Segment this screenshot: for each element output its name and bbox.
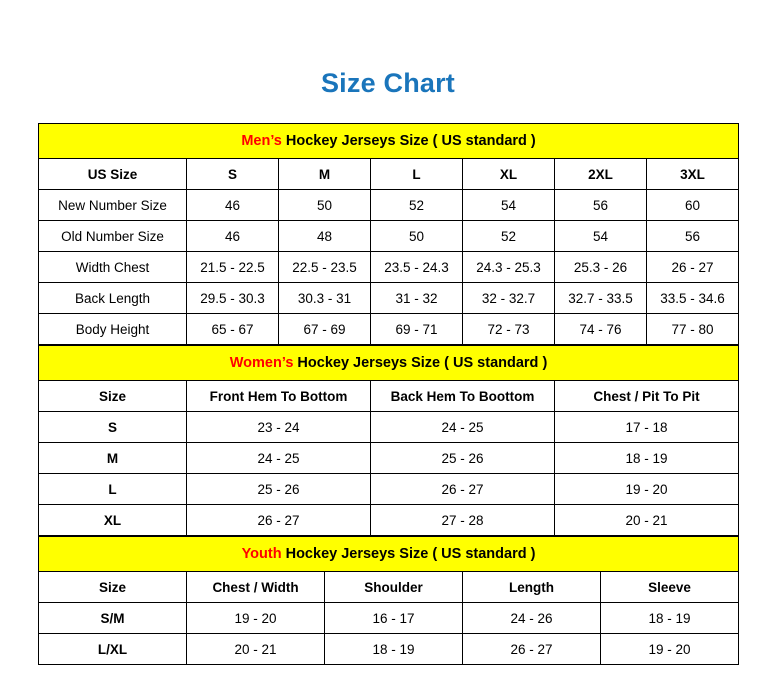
page-title: Size Chart xyxy=(320,68,456,98)
table-cell: 21.5 - 22.5 xyxy=(187,252,279,283)
table-row xyxy=(39,443,739,474)
table-cell: 18 - 19 xyxy=(325,634,463,665)
table-row xyxy=(39,221,739,252)
table-row xyxy=(39,634,739,665)
mens-header-cell: 3XL xyxy=(647,159,739,190)
youth-header-cell: Sleeve xyxy=(601,572,739,603)
row-label: M xyxy=(39,443,187,474)
table-cell: 19 - 20 xyxy=(187,603,325,634)
table-cell: 24 - 25 xyxy=(187,443,371,474)
table-cell: 52 xyxy=(463,221,555,252)
table-cell: 19 - 20 xyxy=(601,634,739,665)
table-cell: 26 - 27 xyxy=(371,474,555,505)
table-cell: 69 - 71 xyxy=(371,314,463,345)
table-cell: 27 - 28 xyxy=(371,505,555,536)
table-row xyxy=(39,283,739,314)
mens-header-cell: S xyxy=(187,159,279,190)
table-cell: 56 xyxy=(555,190,647,221)
mens-size-table xyxy=(38,123,739,345)
row-label: Width Chest xyxy=(39,252,187,283)
table-row xyxy=(39,412,739,443)
mens-header-cell: XL xyxy=(463,159,555,190)
row-label: Body Height xyxy=(39,314,187,345)
table-cell: 54 xyxy=(463,190,555,221)
youth-banner-accent: Youth xyxy=(241,546,282,562)
mens-header-cell: M xyxy=(279,159,371,190)
youth-header-row xyxy=(39,572,739,603)
youth-header-cell: Size xyxy=(39,572,187,603)
table-cell: 24.3 - 25.3 xyxy=(463,252,555,283)
table-cell: 32.7 - 33.5 xyxy=(555,283,647,314)
table-cell: 67 - 69 xyxy=(279,314,371,345)
table-row xyxy=(39,603,739,634)
mens-header-cell: 2XL xyxy=(555,159,647,190)
table-cell: 54 xyxy=(555,221,647,252)
table-cell: 18 - 19 xyxy=(555,443,739,474)
table-cell: 56 xyxy=(647,221,739,252)
table-cell: 19 - 20 xyxy=(555,474,739,505)
table-cell: 25 - 26 xyxy=(371,443,555,474)
row-label: XL xyxy=(39,505,187,536)
mens-banner-row xyxy=(39,124,739,159)
row-label: S/M xyxy=(39,603,187,634)
table-cell: 50 xyxy=(279,190,371,221)
table-cell: 18 - 19 xyxy=(601,603,739,634)
youth-size-table xyxy=(38,536,739,665)
table-cell: 23 - 24 xyxy=(187,412,371,443)
row-label: L/XL xyxy=(39,634,187,665)
table-cell: 31 - 32 xyxy=(371,283,463,314)
table-cell: 26 - 27 xyxy=(463,634,601,665)
youth-header-cell: Shoulder xyxy=(325,572,463,603)
mens-header-cell: US Size xyxy=(39,159,187,190)
table-cell: 23.5 - 24.3 xyxy=(371,252,463,283)
table-row xyxy=(39,190,739,221)
mens-banner-cell xyxy=(39,124,739,159)
table-cell: 32 - 32.7 xyxy=(463,283,555,314)
womens-header-cell: Front Hem To Bottom xyxy=(187,381,371,412)
mens-header-cell: L xyxy=(371,159,463,190)
youth-header-cell: Chest / Width xyxy=(187,572,325,603)
table-cell: 17 - 18 xyxy=(555,412,739,443)
row-label: Back Length xyxy=(39,283,187,314)
table-cell: 24 - 25 xyxy=(371,412,555,443)
womens-banner-cell xyxy=(39,346,739,381)
womens-header-cell: Size xyxy=(39,381,187,412)
table-cell: 26 - 27 xyxy=(187,505,371,536)
table-cell: 46 xyxy=(187,221,279,252)
table-cell: 72 - 73 xyxy=(463,314,555,345)
row-label: L xyxy=(39,474,187,505)
table-row xyxy=(39,252,739,283)
table-row xyxy=(39,314,739,345)
row-label: Old Number Size xyxy=(39,221,187,252)
size-tables xyxy=(38,123,738,665)
table-cell: 52 xyxy=(371,190,463,221)
table-cell: 22.5 - 23.5 xyxy=(279,252,371,283)
womens-banner-accent: Women’s xyxy=(229,355,294,371)
mens-header-row xyxy=(39,159,739,190)
table-cell: 74 - 76 xyxy=(555,314,647,345)
youth-banner-cell xyxy=(39,537,739,572)
table-cell: 24 - 26 xyxy=(463,603,601,634)
table-cell: 29.5 - 30.3 xyxy=(187,283,279,314)
row-label: New Number Size xyxy=(39,190,187,221)
womens-banner-row xyxy=(39,346,739,381)
table-cell: 77 - 80 xyxy=(647,314,739,345)
womens-header-row xyxy=(39,381,739,412)
table-cell: 65 - 67 xyxy=(187,314,279,345)
womens-header-cell: Back Hem To Boottom xyxy=(371,381,555,412)
table-cell: 25.3 - 26 xyxy=(555,252,647,283)
table-cell: 25 - 26 xyxy=(187,474,371,505)
womens-header-cell: Chest / Pit To Pit xyxy=(555,381,739,412)
womens-size-table xyxy=(38,345,739,536)
table-cell: 20 - 21 xyxy=(187,634,325,665)
youth-banner-row xyxy=(39,537,739,572)
table-row xyxy=(39,505,739,536)
mens-banner-accent: Men’s xyxy=(241,133,282,149)
womens-banner-rest: Hockey Jerseys Size ( US standard ) xyxy=(293,355,548,371)
table-cell: 20 - 21 xyxy=(555,505,739,536)
table-cell: 60 xyxy=(647,190,739,221)
table-cell: 16 - 17 xyxy=(325,603,463,634)
table-cell: 33.5 - 34.6 xyxy=(647,283,739,314)
table-cell: 26 - 27 xyxy=(647,252,739,283)
youth-banner-rest: Hockey Jerseys Size ( US standard ) xyxy=(281,546,536,562)
row-label: S xyxy=(39,412,187,443)
table-cell: 50 xyxy=(371,221,463,252)
table-cell: 30.3 - 31 xyxy=(279,283,371,314)
table-cell: 46 xyxy=(187,190,279,221)
table-row xyxy=(39,474,739,505)
table-cell: 48 xyxy=(279,221,371,252)
youth-header-cell: Length xyxy=(463,572,601,603)
mens-banner-rest: Hockey Jerseys Size ( US standard ) xyxy=(281,133,536,149)
